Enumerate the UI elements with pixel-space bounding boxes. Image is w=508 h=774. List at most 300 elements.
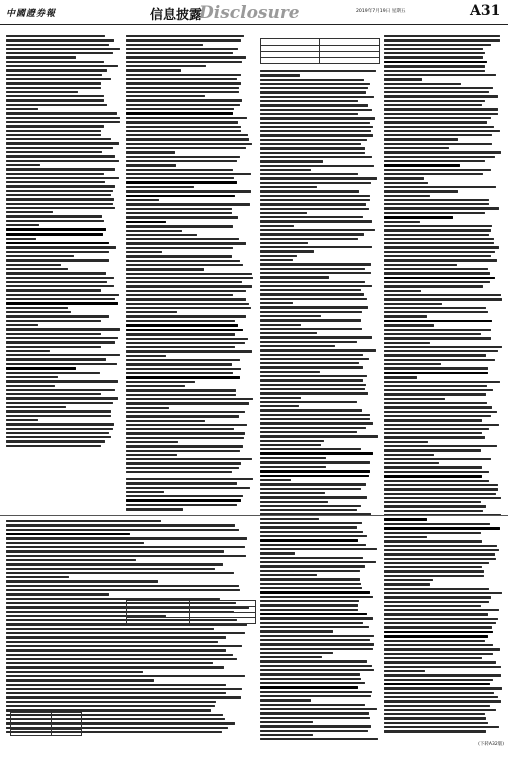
text-line (6, 367, 76, 370)
text-line (260, 225, 294, 227)
text-line (6, 415, 111, 417)
text-line (260, 422, 373, 424)
text-line (384, 329, 491, 331)
text-line (260, 70, 376, 72)
text-line (260, 332, 317, 334)
text-line (126, 329, 243, 332)
text-line (384, 70, 485, 72)
text-line (384, 182, 428, 184)
text-line (6, 397, 118, 399)
text-line (6, 372, 100, 374)
text-line (126, 212, 232, 214)
text-line (6, 138, 111, 140)
text-line (6, 563, 223, 565)
text-line (126, 311, 177, 313)
text-line (384, 134, 492, 136)
text-line (384, 631, 493, 634)
text-line (260, 229, 375, 231)
text-line (260, 721, 313, 723)
text-line (6, 151, 102, 153)
text-line (6, 529, 239, 531)
text-line (6, 692, 226, 694)
text-line (6, 675, 245, 677)
text-line (384, 385, 487, 387)
text-line (384, 583, 430, 585)
text-line (260, 203, 366, 205)
text-line (6, 242, 109, 245)
text-line (384, 613, 488, 615)
text-line (126, 471, 232, 473)
text-line (6, 168, 115, 170)
text-line (384, 169, 491, 171)
text-line (260, 156, 372, 158)
text-line (6, 147, 113, 149)
text-line (384, 333, 481, 335)
text-line (260, 388, 365, 390)
text-line (126, 264, 243, 266)
text-line (384, 536, 427, 538)
text-line (384, 493, 496, 495)
text-line (6, 346, 101, 348)
text-line (126, 458, 252, 460)
text-line (6, 190, 113, 192)
text-line (6, 315, 109, 317)
text-line (260, 293, 364, 295)
text-line (384, 242, 494, 244)
text-line (126, 290, 246, 292)
text-line (260, 630, 333, 632)
text-line (260, 695, 371, 697)
text-line (126, 359, 240, 361)
text-line (384, 398, 445, 400)
text-line (126, 208, 232, 210)
text-line (126, 147, 246, 149)
text-line (260, 328, 362, 330)
text-line (6, 576, 69, 578)
text-line (384, 74, 496, 76)
text-line (384, 553, 495, 555)
text-line (260, 518, 319, 520)
text-line (384, 484, 498, 486)
text-line (126, 117, 247, 119)
text-line (6, 181, 105, 183)
text-line (384, 653, 493, 655)
text-line (260, 302, 293, 304)
text-line (384, 389, 493, 391)
text-line (384, 406, 492, 408)
text-line (6, 99, 104, 101)
text-line (126, 160, 237, 162)
text-line (126, 437, 244, 439)
text-line (384, 449, 481, 451)
text-line (6, 155, 115, 157)
text-line (126, 368, 241, 370)
text-line (260, 354, 363, 356)
text-line (384, 666, 501, 668)
section-divider (0, 515, 508, 516)
text-line (126, 307, 251, 309)
text-line (260, 730, 368, 732)
text-line (6, 224, 39, 226)
text-line (126, 273, 252, 275)
text-line (260, 613, 367, 616)
text-line (260, 285, 372, 287)
text-line (6, 69, 107, 71)
text-line (126, 363, 232, 365)
text-line (384, 121, 487, 123)
text-line (384, 320, 492, 323)
text-line (384, 705, 490, 707)
text-line (126, 420, 205, 422)
text-line (384, 229, 491, 231)
text-line (126, 315, 246, 317)
text-line (126, 82, 241, 84)
text-line (126, 303, 249, 305)
text-line (384, 532, 481, 534)
text-line (260, 130, 371, 132)
text-line (6, 406, 66, 408)
text-line (260, 268, 365, 270)
text-line (126, 169, 233, 171)
text-line (126, 281, 242, 283)
text-line (260, 609, 358, 611)
text-line (126, 44, 203, 46)
text-line (6, 233, 103, 236)
text-line (260, 440, 324, 442)
text-line (384, 428, 489, 430)
text-line (6, 524, 235, 526)
text-line (6, 246, 116, 248)
text-line (6, 289, 101, 291)
info-table-bottom (10, 712, 82, 736)
text-line (126, 454, 177, 456)
text-line (6, 654, 233, 656)
text-line (384, 151, 501, 153)
text-line (384, 363, 441, 365)
text-line (260, 435, 378, 437)
text-line (384, 562, 489, 564)
text-line (384, 251, 495, 253)
text-line (6, 255, 74, 257)
text-line (126, 415, 239, 417)
text-line (260, 686, 358, 689)
text-line (126, 203, 250, 205)
text-line (126, 230, 182, 232)
text-line (384, 303, 442, 305)
text-line (384, 730, 486, 732)
text-line (6, 533, 130, 536)
text-line (6, 277, 114, 279)
text-line (384, 35, 500, 37)
text-line (260, 496, 367, 498)
text-line (126, 156, 240, 158)
text-line (126, 238, 239, 240)
text-line (126, 39, 241, 41)
text-line (6, 228, 106, 231)
text-line (260, 448, 361, 450)
text-line (384, 143, 492, 145)
text-line (260, 242, 308, 244)
text-line (260, 673, 360, 675)
text-line (260, 717, 370, 719)
text-line (384, 635, 488, 638)
text-line (260, 160, 323, 162)
text-line (384, 579, 433, 581)
text-line (126, 247, 233, 249)
text-line (6, 641, 218, 643)
text-line (126, 242, 246, 244)
text-line (6, 251, 109, 253)
text-line (6, 628, 214, 630)
text-line (260, 276, 329, 278)
text-line (260, 656, 322, 658)
text-line (384, 238, 494, 240)
text-line (384, 207, 499, 209)
text-line (384, 372, 488, 375)
text-line (384, 445, 497, 447)
text-line (384, 376, 417, 378)
text-line (384, 510, 483, 512)
text-line (126, 495, 243, 497)
text-line (6, 589, 240, 591)
text-line (260, 492, 325, 494)
text-line (384, 52, 485, 54)
text-line (6, 311, 71, 313)
text-line (260, 475, 369, 478)
text-line (126, 195, 235, 198)
text-line (384, 95, 498, 97)
text-line (6, 215, 102, 217)
text-line (260, 397, 301, 399)
text-line (126, 482, 237, 484)
text-line (384, 700, 501, 702)
text-line (6, 649, 226, 651)
text-line (260, 74, 300, 76)
column-bottom-left (6, 520, 254, 740)
text-line (126, 173, 251, 175)
text-line (126, 52, 233, 54)
text-line (384, 246, 499, 248)
text-line (126, 478, 253, 480)
text-line (260, 539, 358, 542)
text-line (6, 294, 119, 296)
text-line (6, 61, 104, 63)
text-line (384, 126, 494, 128)
text-line (384, 337, 491, 339)
text-line (384, 527, 500, 530)
text-line (260, 358, 369, 360)
text-line (384, 545, 497, 547)
text-line (126, 342, 245, 344)
text-line (384, 419, 482, 421)
text-line (384, 622, 496, 624)
text-line (260, 414, 370, 416)
text-line (260, 117, 375, 119)
text-line (384, 497, 501, 499)
text-line (126, 99, 242, 101)
text-line (260, 169, 311, 171)
text-line (384, 618, 498, 620)
text-line (384, 164, 460, 167)
text-line (384, 540, 482, 542)
text-line (126, 112, 233, 115)
text-line (384, 100, 485, 102)
text-line (260, 79, 364, 81)
text-line (6, 636, 226, 638)
text-line (384, 216, 453, 219)
text-line (384, 56, 483, 58)
text-line (260, 392, 368, 394)
text-line (126, 56, 246, 58)
text-line (6, 546, 245, 548)
text-line (260, 298, 367, 300)
text-line (126, 491, 164, 493)
text-line (6, 52, 113, 54)
text-line (6, 555, 246, 557)
text-line (6, 82, 101, 84)
text-line (126, 355, 166, 357)
text-line (260, 587, 362, 589)
text-line (126, 432, 245, 434)
text-line (126, 441, 178, 443)
text-line (126, 407, 169, 409)
text-line (6, 520, 161, 522)
text-line (384, 592, 502, 594)
text-line (126, 467, 239, 469)
text-line (260, 526, 357, 528)
text-line (6, 701, 216, 703)
text-line (384, 315, 427, 317)
text-line (6, 207, 115, 209)
text-line (260, 691, 372, 693)
text-line (384, 458, 491, 460)
column-center-right (260, 70, 378, 774)
text-line (6, 559, 136, 561)
text-line (6, 320, 101, 322)
text-line (260, 574, 317, 576)
text-line (260, 431, 357, 433)
text-line (260, 255, 297, 257)
text-line (384, 221, 420, 223)
text-line (384, 648, 500, 650)
text-line (384, 501, 481, 503)
text-line (384, 466, 482, 468)
text-line (260, 379, 363, 381)
text-line (384, 186, 496, 188)
text-line (260, 238, 358, 240)
text-line (260, 122, 370, 124)
text-line (126, 91, 239, 93)
text-line (6, 705, 215, 707)
text-line (260, 306, 368, 308)
text-line (6, 684, 226, 686)
text-line (260, 220, 372, 222)
text-line (384, 65, 485, 67)
text-line (260, 591, 370, 594)
text-line (6, 177, 119, 179)
text-line (260, 91, 366, 93)
text-line (384, 342, 430, 344)
text-line (260, 552, 295, 554)
text-line (260, 461, 370, 463)
text-line (6, 95, 104, 97)
text-line (6, 328, 120, 330)
text-line (384, 91, 489, 93)
text-line (260, 165, 374, 167)
text-line (384, 104, 482, 106)
text-line (260, 626, 369, 628)
text-line (260, 83, 370, 85)
text-line (6, 358, 106, 360)
text-line (384, 298, 502, 300)
text-line (384, 605, 481, 607)
text-line (126, 104, 240, 106)
text-line (260, 281, 365, 283)
text-line (6, 108, 38, 110)
text-line (126, 504, 237, 506)
text-line (260, 565, 365, 567)
text-line (260, 452, 373, 455)
text-line (384, 381, 500, 383)
text-line (6, 125, 104, 127)
text-line (6, 112, 117, 114)
text-line (260, 401, 357, 403)
text-line (6, 428, 113, 430)
text-line (126, 285, 252, 287)
text-line (6, 220, 104, 222)
text-line (384, 454, 434, 456)
text-line (260, 561, 376, 563)
text-line (126, 143, 252, 145)
text-line (384, 696, 498, 698)
text-line (126, 381, 195, 383)
text-line (260, 488, 361, 490)
text-line (384, 160, 485, 162)
text-line (384, 350, 498, 352)
text-line (384, 596, 491, 598)
text-line (384, 255, 491, 257)
text-line (384, 294, 501, 296)
info-table-middle (126, 600, 256, 624)
text-line (384, 692, 494, 694)
column-center-left (126, 35, 254, 511)
text-line (260, 712, 369, 714)
text-line (384, 78, 422, 80)
text-line (126, 190, 251, 192)
text-line (384, 570, 484, 572)
text-line (126, 225, 233, 227)
text-line (126, 221, 166, 224)
text-line (384, 575, 484, 577)
text-line (384, 285, 483, 287)
text-line (384, 83, 461, 85)
text-line (6, 285, 114, 287)
text-line (260, 505, 361, 507)
text-line (126, 216, 238, 218)
text-line (6, 432, 109, 434)
text-line (126, 234, 197, 236)
text-line (384, 518, 427, 521)
text-line (6, 350, 50, 352)
text-line (260, 578, 360, 580)
text-line (260, 535, 367, 537)
text-line (260, 212, 307, 214)
text-line (260, 479, 291, 481)
text-line (384, 679, 493, 681)
text-line (260, 544, 366, 546)
text-line (6, 264, 61, 266)
text-line (384, 195, 430, 197)
